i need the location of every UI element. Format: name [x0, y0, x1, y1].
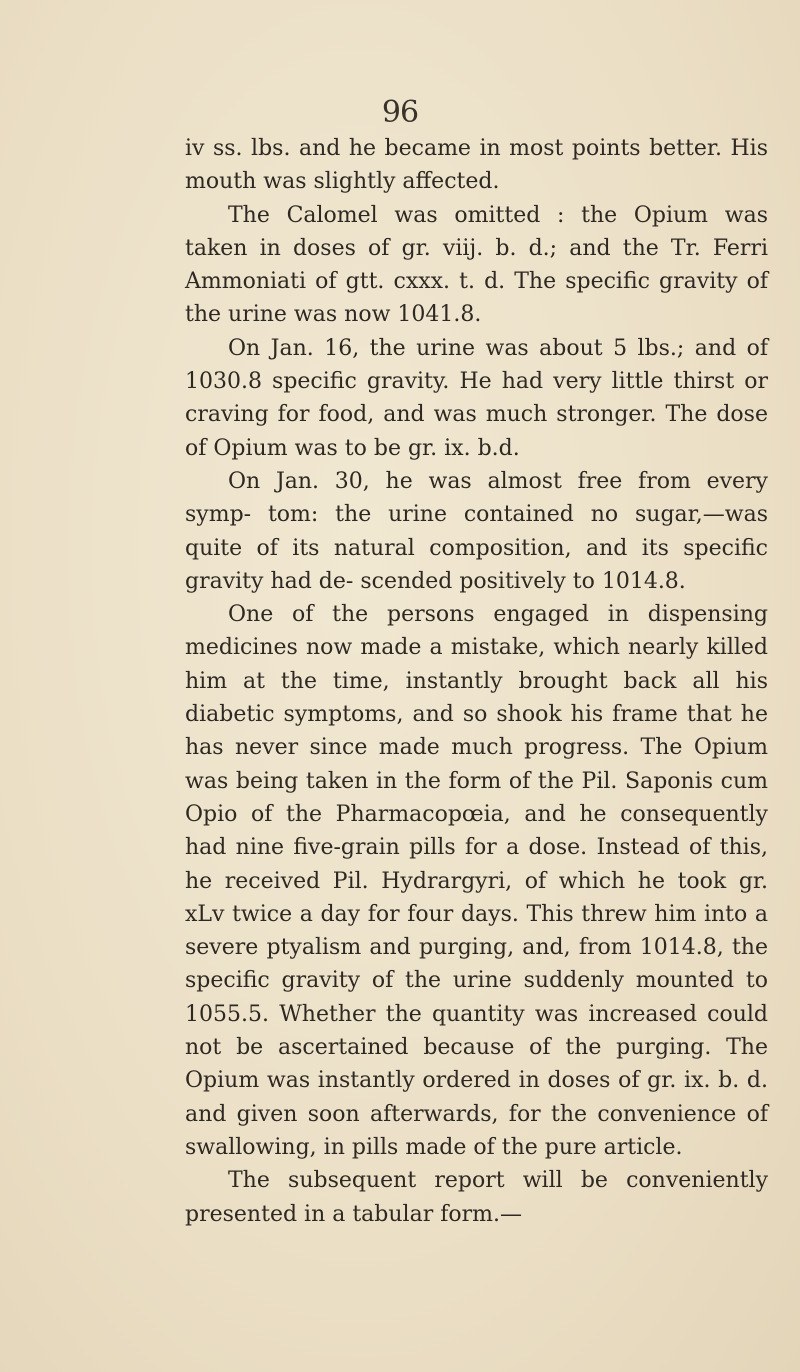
paragraph-3: On Jan. 16, the urine was about 5 lbs.; and of 1030.8 specific gravity. He had very little thirst or craving for food, and was much stronger. The dose of Opium was to be gr. ix. b.d.	[185, 335, 768, 461]
body-text	[185, 132, 768, 1231]
page-number: 96	[381, 95, 419, 130]
paragraph-4: On Jan. 30, he was almost free from every symp- tom: the urine contained no sugar,—was quite of its natural composition, and its specific gravity had de- scended positively to 1014.8.	[185, 468, 768, 594]
paragraph-6: The subsequent report will be conveniently presented in a tabular form.—	[185, 1168, 768, 1227]
paragraph-1: iv ss. lbs. and he became in most points better. His mouth was slightly affected.	[185, 136, 768, 195]
paragraph-5: One of the persons engaged in dispensing medicines now made a mistake, which nearly killed him at the time, instantly brought back all his diabetic symptoms, and so shook his frame that he has never since made much progress. The Opium was being taken in the form of the Pil. Saponis cum Opio of the Pharmacopœia, and he consequently had nine five-grain pills for a dose. Instead of this, he received Pil. Hydrargyri, of which he took gr. xLv twice a day for four days. This threw him into a severe ptyalism and purging, and, from 1014.8, the specific gravity of the urine suddenly mounted to 1055.5. Whether the quantity was increased could not be ascertained because of the purging. The Opium was instantly ordered in doses of gr. ix. b. d. and given soon afterwards, for the convenience of swallowing, in pills made of the pure article.	[185, 602, 768, 1160]
paragraph-2: The Calomel was omitted : the Opium was taken in doses of gr. viij. b. d.; and the Tr. Ferri Ammoniati of gtt. cxxx. t. d. The specific gravity of the urine was now 1041.8.	[185, 202, 768, 328]
